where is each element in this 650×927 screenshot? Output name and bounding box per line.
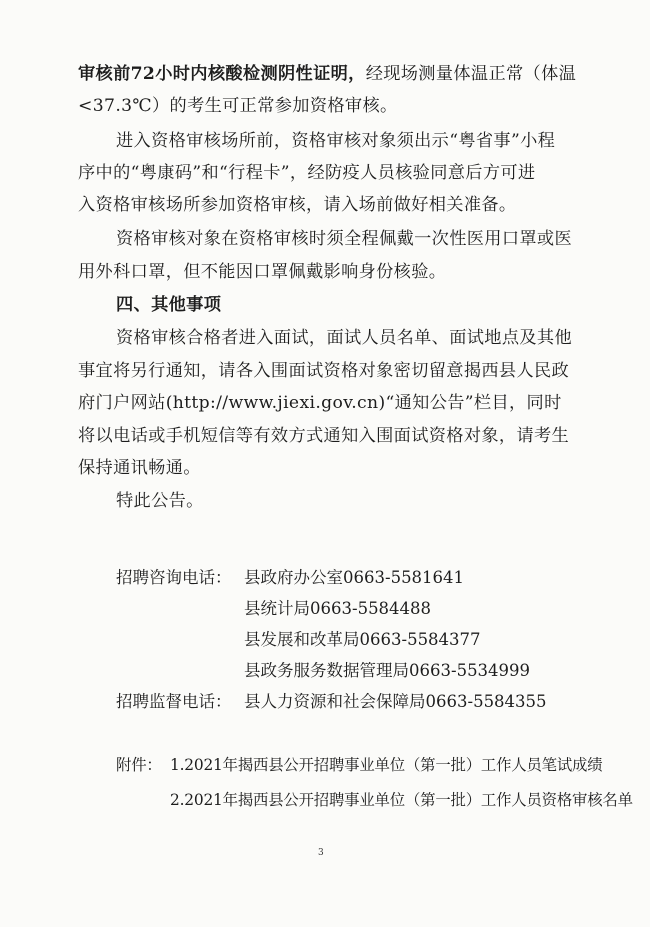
consult-phone-entry: 县统计局0663-5584488 [244,599,432,618]
attachment-label: 附件： [116,756,162,774]
paragraph-line [78,64,576,84]
consult-phone-entry: 县政府办公室0663-5581641 [244,568,465,587]
consult-phone-label: 招聘咨询电话： [116,568,232,587]
paragraph-line: 资格审核合格者进入面试，面试人员名单、面试地点及其他 [116,328,572,348]
consult-phone-entry: 县发展和改革局0663-5584377 [244,630,481,649]
paragraph-line: 资格审核对象在资格审核时须全程佩戴一次性医用口罩或医 [116,229,572,249]
supervise-phone-entry: 县人力资源和社会保障局0663-5584355 [244,692,547,711]
attachment-item: 2.2021年揭西县公开招聘事业单位（第一批）工作人员资格审核名单 [170,791,633,809]
paragraph-line: 将以电话或手机短信等有效方式通知入围面试资格对象，请考生 [78,426,570,446]
section-heading: 四、其他事项 [116,295,222,315]
bold-phrase: 审核前72小时内核酸检测阴性证明， [78,64,366,84]
text-span: 经现场测量体温正常（体温 [365,64,577,84]
paragraph-line: 事宜将另行通知，请各入围面试资格对象密切留意揭西县人民政 [78,361,570,381]
paragraph-line: <37.3℃）的考生可正常参加资格审核。 [78,96,398,116]
paragraph-line: 保持通讯畅通。 [78,458,201,478]
paragraph-line: 入资格审核场所参加资格审核，请入场前做好相关准备。 [78,195,517,215]
page-number: 3 [318,848,324,858]
consult-phone-entry: 县政务服务数据管理局0663-5534999 [244,661,531,680]
supervise-phone-label: 招聘监督电话： [116,692,232,711]
paragraph-line: 序中的“粤康码”和“行程卡”，经防疫人员核验同意后方可进 [78,163,536,183]
attachment-item: 1.2021年揭西县公开招聘事业单位（第一批）工作人员笔试成绩 [170,756,603,774]
closing-text: 特此公告。 [116,491,204,511]
paragraph-line: 府门户网站(http://www.jiexi.gov.cn)“通知公告”栏目，同时 [78,393,562,413]
paragraph-line: 用外科口罩，但不能因口罩佩戴影响身份核验。 [78,262,447,282]
paragraph-line: 进入资格审核场所前，资格审核对象须出示“粤省事”小程 [116,131,556,151]
